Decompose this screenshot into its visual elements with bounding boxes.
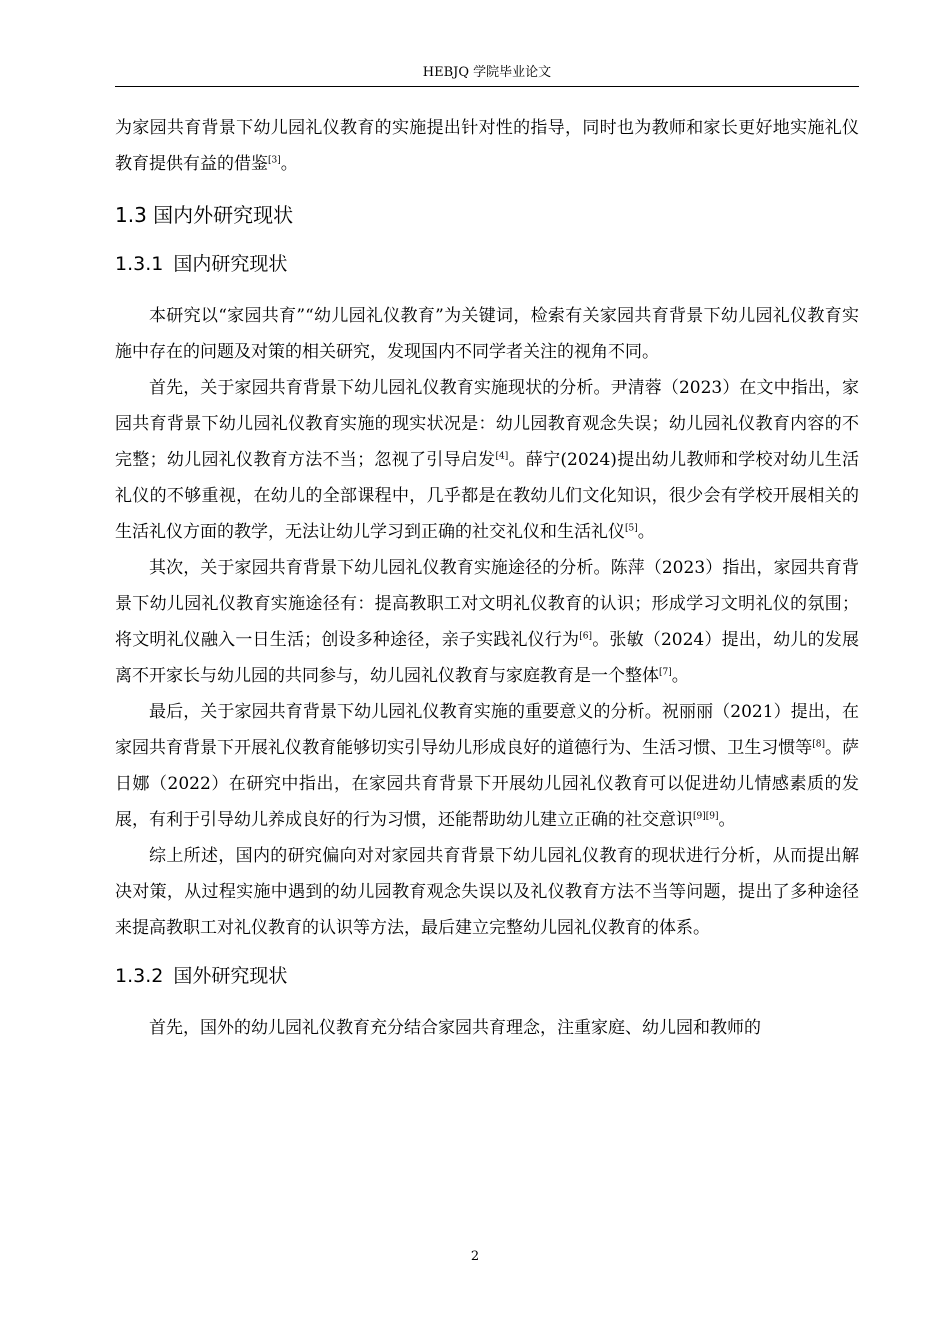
foreign-paragraph-1: 首先，国外的幼儿园礼仪教育充分结合家园共育理念，注重家庭、幼儿园和教师的 <box>149 1018 761 1038</box>
citation-8: [8] <box>812 739 825 750</box>
citation-3: [3] <box>268 155 281 166</box>
subsection-number: 1.3.1 <box>115 253 164 275</box>
subsection-number: 1.3.2 <box>115 965 164 987</box>
header-divider <box>115 86 859 87</box>
page-body <box>115 110 859 1046</box>
citation-9: [9][9] <box>693 811 719 822</box>
citation-5: [5] <box>625 523 638 534</box>
intro-paragraph: 为家园共育背景下幼儿园礼仪教育的实施提出针对性的指导，同时也为教师和家长更好地实施礼仪教育提供有益的借鉴[3]。 <box>115 118 859 174</box>
domestic-summary-paragraph: 综上所述，国内的研究偏向对对家园共育背景下幼儿园礼仪教育的现状进行分析，从而提出解决对策，从过程实施中遇到的幼儿园教育观念失误以及礼仪教育方法不当等问题，提出了多种途径来提高教职工对礼仪教育的认识等方法，最后建立完整幼儿园礼仪教育的体系。 <box>115 846 859 938</box>
running-header: HEBJQ 学院毕业论文 <box>422 65 552 80</box>
domestic-paragraph-2: 首先，关于家园共育背景下幼儿园礼仪教育实施现状的分析。尹清蓉（2023）在文中指出，家园共育背景下幼儿园礼仪教育实施的现实状况是：幼儿园教育观念失误；幼儿园礼仪教育内容的不完整；幼儿园礼仪教育方法不当；忽视了引导启发[4]。薛宁(2024)提出幼儿教师和学校对幼儿生活礼仪的不够重视，在幼儿的全部课程中，几乎都是在教幼儿们文化知识，很少会有学校开展相关的生活礼仪方面的教学，无法让幼儿学习到正确的社交礼仪和生活礼仪[5]。 <box>115 378 860 542</box>
citation-4: [4] <box>495 451 509 462</box>
section-heading: 1.3 国内外研究现状 <box>115 203 294 227</box>
subsection-heading-domestic <box>115 250 859 278</box>
subsection-heading-foreign <box>115 962 859 990</box>
subsection-title: 国外研究现状 <box>173 965 288 987</box>
domestic-paragraph-1: 本研究以“家园共育”“幼儿园礼仪教育”为关键词，检索有关家园共育背景下幼儿园礼仪教育实施中存在的问题及对策的相关研究，发现国内不同学者关注的视角不同。 <box>115 306 859 362</box>
domestic-paragraph-3: 其次，关于家园共育背景下幼儿园礼仪教育实施途径的分析。陈萍（2023）指出，家园共育背景下幼儿园礼仪教育实施途径有：提高教职工对文明礼仪教育的认识；形成学习文明礼仪的氛围；将文明礼仪融入一日生活；创设多种途径，亲子实践礼仪行为[6]。张敏（2024）提出，幼儿的发展离不开家长与幼儿园的共同参与，幼儿园礼仪教育与家庭教育是一个整体[7]。 <box>115 558 860 686</box>
citation-6: [6] <box>579 631 593 642</box>
subsection-title: 国内研究现状 <box>173 253 288 275</box>
domestic-paragraph-4: 最后，关于家园共育背景下幼儿园礼仪教育实施的重要意义的分析。祝丽丽（2021）提出，在家园共育背景下开展礼仪教育能够切实引导幼儿形成良好的道德行为、生活习惯、卫生习惯等[8]。萨日娜（2022）在研究中指出，在家园共育背景下开展幼儿园礼仪教育可以促进幼儿情感素质的发展，有利于引导幼儿养成良好的行为习惯，还能帮助幼儿建立正确的社交意识[9][9]。 <box>115 702 860 830</box>
page-number: 2 <box>470 1249 480 1264</box>
citation-7: [7] <box>659 667 672 678</box>
